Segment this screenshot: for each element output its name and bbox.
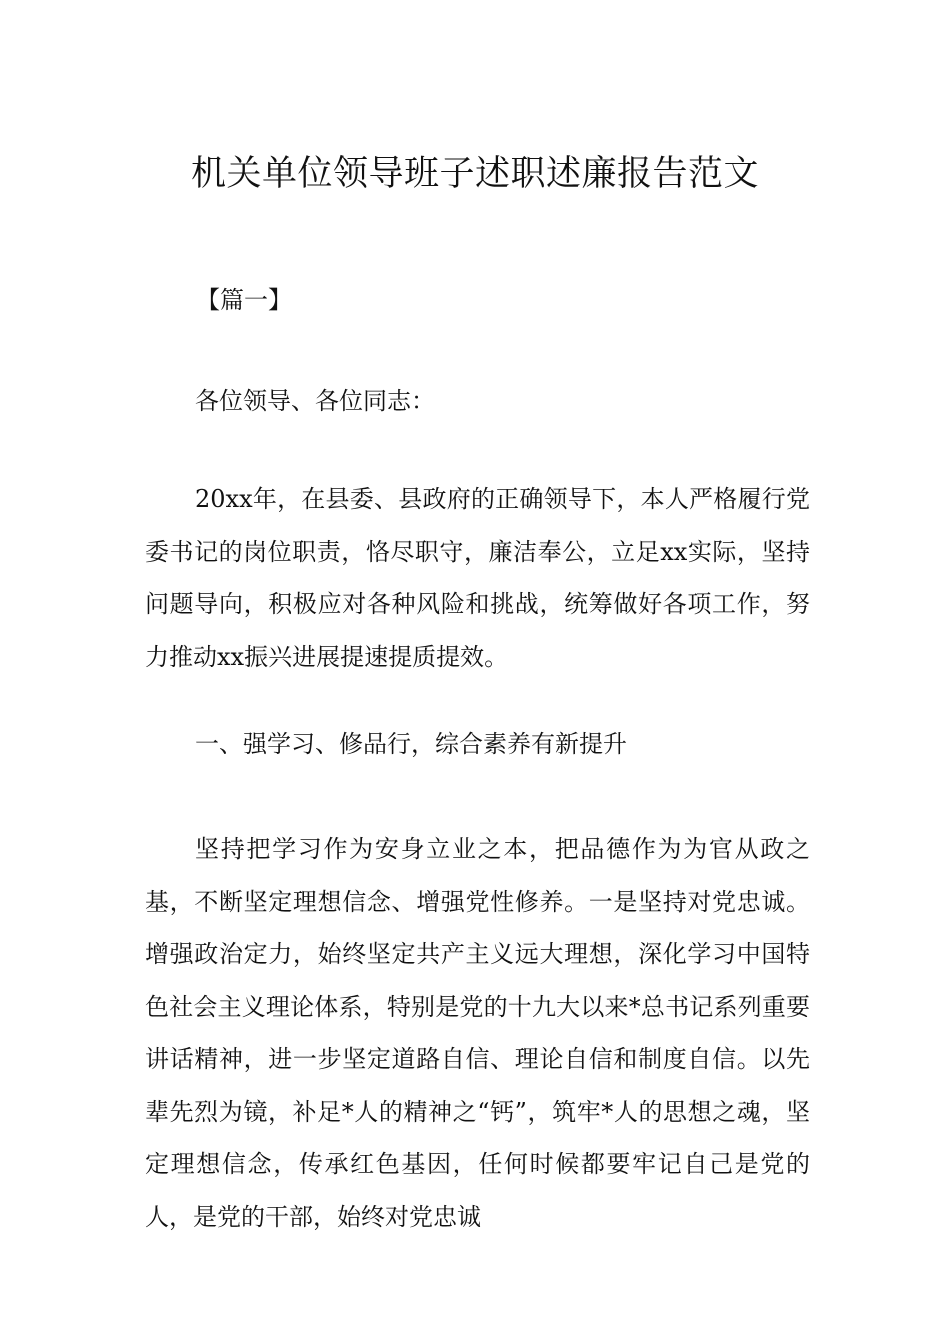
- section-heading-1: 一、强学习、修品行，综合素养有新提升: [195, 730, 627, 758]
- intro-paragraph: 20xx年，在县委、县政府的正确领导下，本人严格履行党委书记的岗位职责，恪尽职守，廉洁奉公，立足xx实际，坚持问题导向，积极应对各种风险和挑战，统筹做好各项工作，努力推动xx振兴进展提速提质提效。: [145, 485, 810, 671]
- section-tag: 【篇一】: [196, 286, 292, 314]
- greeting-paragraph: 各位领导、各位同志：: [195, 387, 435, 415]
- body-paragraph-1: 坚持把学习作为安身立业之本，把品德作为为官从政之基，不断坚定理想信念、增强党性修养。一是坚持对党忠诚。增强政治定力，始终坚定共产主义远大理想，深化学习中国特色社会主义理论体系，特别是党的十九大以来*总书记系列重要讲话精神，进一步坚定道路自信、理论自信和制度自信。以先辈先烈为镜，补足*人的精神之“钙”，筑牢*人的思想之魂，坚定理想信念，传承红色基因，任何时候都要牢记自己是党的人，是党的干部，始终对党忠诚: [145, 835, 810, 1231]
- document-title: 机关单位领导班子述职述廉报告范文: [190, 154, 759, 194]
